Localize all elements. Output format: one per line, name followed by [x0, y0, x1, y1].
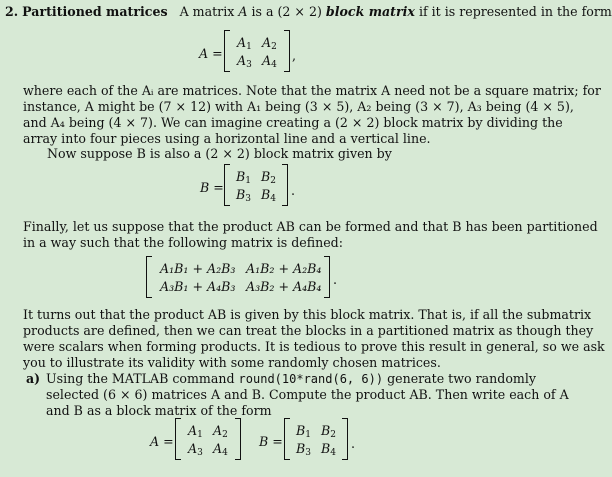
para1-line-2: instance, A might be (7 × 12) with A₁ being (3 × 5), A₂ being (3 × 7), A₃ being (4 × 5), [23, 99, 574, 114]
matrix-b-cell-2: $B_2$ [261, 169, 276, 186]
part-a-line-3: and B as a block matrix of the form [46, 403, 272, 418]
para2: Now suppose B is also a (2 × 2) block matrix given by [47, 146, 392, 161]
final-matrix-a-left-bracket [175, 418, 181, 460]
final-a-cell-4: $A_4$ [213, 441, 228, 458]
intro-term: block matrix [325, 4, 415, 19]
final-b-label [259, 434, 283, 450]
matrix-b-right-bracket [282, 164, 288, 206]
product-cell-r2c2: A₃B₂ + A₄B₄ [246, 279, 322, 294]
matlab-command: round(10*rand(6, 6)) [238, 372, 384, 386]
final-period: . [351, 436, 356, 451]
section-title: Partitioned matrices [22, 4, 168, 19]
final-matrix-a [175, 418, 241, 460]
part-a-text-2: generate two randomly [387, 371, 536, 386]
para1-line-1: where each of the Aᵢ are matrices. Note that the matrix A need not be a square matrix; for [23, 83, 601, 98]
matrix-a-cell-3: $A_3$ [237, 53, 252, 70]
final-b-cell-1: $B_1$ [296, 423, 311, 440]
matrix-b-label [200, 180, 224, 196]
section-number: 2. [5, 4, 19, 19]
final-matrix-b-right-bracket [342, 418, 348, 460]
para4-line-1: It turns out that the product AB is given by this block matrix. That is, if all the submatrix [23, 307, 592, 322]
product-matrix-right-bracket [324, 256, 330, 298]
matrix-a-cell-1: $A_1$ [237, 35, 252, 52]
intro-text-2: is a (2 × 2) [251, 4, 322, 19]
final-a-label [150, 434, 174, 450]
para4-line-3: were scalars when forming products. It is tedious to prove this result in general, so we ask [23, 339, 605, 354]
final-matrix-b-left-bracket [284, 418, 290, 460]
final-b-cell-3: $B_3$ [296, 441, 311, 458]
final-b-symbol: B [259, 434, 269, 449]
final-a-cell-1: $A_1$ [188, 423, 203, 440]
product-cell-r1c2: A₁B₂ + A₂B₄ [246, 261, 322, 276]
product-cell-r2c1: A₃B₁ + A₄B₃ [160, 279, 236, 294]
para1-line-4: array into four pieces using a horizontal line and a vertical line. [23, 131, 431, 146]
para1-line-3: and A₄ being (4 × 7). We can imagine creating a (2 × 2) block matrix by dividing the [23, 115, 563, 130]
equals-sign: = [212, 46, 223, 61]
part-a-line-2: selected (6 × 6) matrices A and B. Compute the product AB. Then write each of A [46, 387, 569, 402]
matrix-a-symbol: A [199, 46, 209, 61]
matrix-a-comma: , [292, 48, 297, 63]
intro-text-1: A matrix [179, 4, 235, 19]
matrix-a [224, 30, 290, 72]
final-matrix-a-right-bracket [235, 418, 241, 460]
matrix-a-cell-4: $A_4$ [262, 53, 277, 70]
final-matrix-b [284, 418, 348, 460]
matrix-a-right-bracket [284, 30, 290, 72]
para3-line-1: Finally, let us suppose that the product AB can be formed and that B has been partitioned [23, 219, 598, 234]
product-matrix-period: . [333, 272, 338, 287]
matrix-b-left-bracket [224, 164, 230, 206]
equals-sign-b: = [213, 180, 224, 195]
para3-line-2: in a way such that the following matrix is defined: [23, 235, 343, 250]
matrix-b-cell-1: $B_1$ [236, 169, 251, 186]
matrix-b-period: . [291, 183, 296, 198]
matrix-a-left-bracket [224, 30, 230, 72]
matrix-b-cell-3: $B_3$ [236, 187, 251, 204]
product-cell-r1c1: A₁B₁ + A₂B₃ [160, 261, 236, 276]
final-a-equals: = [163, 434, 174, 449]
matrix-b [224, 164, 288, 206]
final-a-cell-3: $A_3$ [188, 441, 203, 458]
matrix-a-label [199, 46, 223, 62]
matrix-b-cell-4: $B_4$ [261, 187, 276, 204]
final-b-cell-2: $B_2$ [321, 423, 336, 440]
part-a-label: a) [26, 371, 41, 386]
heading-line [5, 4, 612, 20]
intro-symbol-a: A [238, 4, 248, 19]
part-a-line-1 [46, 371, 536, 388]
final-a-cell-2: $A_2$ [213, 423, 228, 440]
intro-text-3: if it is represented in the form [418, 4, 612, 19]
product-matrix-left-bracket [146, 256, 152, 298]
final-a-symbol: A [150, 434, 160, 449]
para4-line-2: products are defined, then we can treat the blocks in a partitioned matrix as though they [23, 323, 594, 338]
matrix-a-cell-2: $A_2$ [262, 35, 277, 52]
product-matrix [146, 256, 330, 298]
matrix-b-symbol: B [200, 180, 210, 195]
part-a-text-1: Using the MATLAB command [46, 371, 235, 386]
final-b-equals: = [272, 434, 283, 449]
final-b-cell-4: $B_4$ [321, 441, 336, 458]
para4-line-4: you to illustrate its validity with some randomly chosen matrices. [23, 355, 441, 370]
